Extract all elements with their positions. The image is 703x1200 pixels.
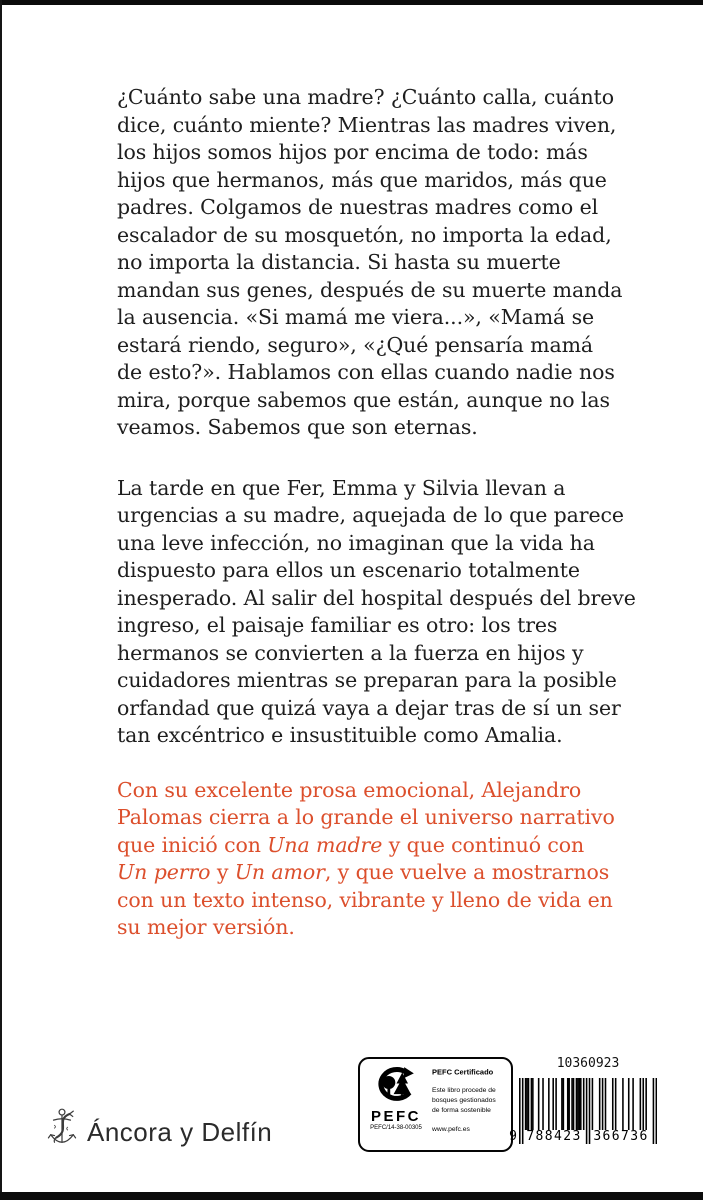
synopsis-paragraph-1: ¿Cuánto sabe una madre? ¿Cuánto calla, cuánto dice, cuánto miente? Mientras las madres viven, los hijos somos hijos por encima de todo: más hijos que hermanos, más que maridos, más que padres. Colgamos de nuestras madres como el escalador de su mosquetón, no importa la edad, no importa la distancia. Si hasta su muerte mandan sus genes, después de su muerte manda la ausencia. «Si mamá me viera...», «Mamá se estará riendo, seguro», «¿Qué pensaría mamá de esto?». Hablamos con ellas cuando nadie nos mira, porque sabemos que están, aunque no las veamos. Sabemos que son eternas. (117, 85, 623, 439)
pefc-logo-label: PEFC (370, 1108, 421, 1125)
cover-top-edge (0, 0, 703, 5)
ean-digit-group1: 788423 (526, 1129, 582, 1144)
ean13-barcode (509, 1078, 657, 1144)
pefc-website: www.pefc.es (432, 1125, 470, 1133)
cover-left-edge (0, 0, 2, 1200)
barcode-block (509, 1056, 658, 1144)
synopsis-paragraph-2: La tarde en que Fer, Emma y Silvia llevan a urgencias a su madre, aquejada de lo que parece una leve infección, no imaginan que la vida ha dispuesto para ellos un escenario totalmente inesperado. Al salir del hospital después del breve ingreso, el paisaje familiar es otro: los tres hermanos se convierten a la fuerza en hijos y cuidadores mientras se preparan para la posible orfandad que quizá vaya a dejar tras de sí un ser tan excéntrico e insustituible como Amalia. (117, 475, 636, 747)
anchor-and-dolphin-emblem-icon (46, 1106, 78, 1158)
pefc-title: PEFC Certificado (432, 1068, 494, 1077)
synopsis-paragraph-3: Con su excelente prosa emocional, Alejandro Palomas cierra a lo grande el universo narrativo que inició con Una madre y que continuó con Un perro y Un amor, y que vuelve a mostrarnos con un texto intenso, vibrante y lleno de vida en su mejor versión. (117, 777, 615, 939)
ean-digit-group2: 366736 (593, 1129, 649, 1144)
pefc-license-number: PEFC/14-38-00305 (370, 1123, 422, 1131)
internal-reference-number: 10360923 (556, 1056, 620, 1071)
pefc-description: Este libro procede de bosques gestionados de forma sostenible (432, 1086, 496, 1114)
collection-name: Áncora y Delfín (87, 1116, 273, 1147)
ean-digit-lead: 9 (509, 1129, 517, 1144)
pefc-trees-icon (370, 1064, 422, 1109)
pefc-logo-column (360, 1059, 432, 1150)
publisher-collection (46, 1106, 272, 1158)
synopsis-text (117, 84, 636, 942)
pefc-certification-box (358, 1057, 513, 1152)
cover-bottom-edge (0, 1192, 703, 1200)
